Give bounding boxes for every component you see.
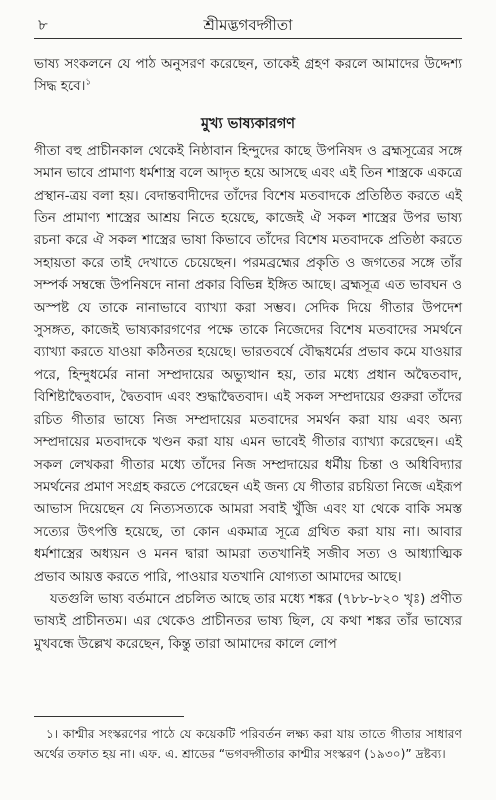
header-rule — [34, 38, 462, 39]
running-title: শ্রীমদ্ভগবদ্গীতা — [203, 16, 293, 34]
section-paragraph-1: গীতা বহু প্রাচীনকাল থেকেই নিষ্ঠাবান হিন্দুদের কাছে উপনিষদ ও ব্রহ্মসূত্রের সঙ্গে সমান ভাবে প্রামাণ্য ধর্মশাস্ত্র বলে আদৃত হয়ে আসছে এবং এই তিন শাস্ত্রকে একত্রে প্রস্থান-ত্রয় বলা হয়। বেদান্তবাদীদের তাঁদের বিশেষ মতবাদকে প্রতিষ্ঠিত করতে এই তিন প্রামাণ্য শাস্ত্রের আশ্রয় নিতে হয়েছে, কাজেই ঐ সকল শাস্ত্রের উপর ভাষ্য রচনা করে ঐ সকল শাস্ত্রের ভাষা কিভাবে তাঁদের বিশেষ মতবাদকে প্রতিষ্ঠা করতে সহায়তা করে তাই দেখাতে চেয়েছেন। পরমব্রহ্মের প্রকৃতি ও জগতের সঙ্গে তাঁর সম্পর্ক সম্বন্ধে উপনিষদে নানা প্রকার বিভিন্ন ইঙ্গিত আছে। ব্রহ্মসূত্র এত ভাবঘন ও অস্পষ্ট যে তাকে নানাভাবে ব্যাখ্যা করা সম্ভব। সেদিক দিয়ে গীতার উপদেশ সুসঙ্গত, কাজেই ভাষ্যকারগণের পক্ষে তাকে নিজেদের বিশেষ মতবাদের সমর্থনে ব্যাখ্যা করতে যাওয়া কঠিনতর হয়েছে। ভারতবর্ষে বৌদ্ধধর্মের প্রভাব কমে যাওয়ার পরে, হিন্দুধর্মের নানা সম্প্রদায়ের অভ্যুত্থান হয়, তার মধ্যে প্রধান অদ্বৈতবাদ, বিশিষ্টাদ্বৈতবাদ, দ্বৈতবাদ এবং শুদ্ধাদ্বৈতবাদ। এই সকল সম্প্রদায়ের গুরুরা তাঁদের রচিত গীতার ভাষ্যে নিজ সম্প্রদায়ের মতবাদের সমর্থন করা যায় এবং অন্য সম্প্রদায়ের মতবাদকে খণ্ডন করা যায় এমন ভাবেই গীতার ব্যাখ্যা করেছেন। এই সকল লেখকরা গীতার মধ্যে তাঁদের নিজ সম্প্রদায়ের ধর্মীয় চিন্তা ও অধিবিদ্যার সমর্থনের প্রমাণ সংগ্রহ করতে পেরেছেন এই জন্য যে গীতার রচয়িতা নিজে এইরূপ আভাস দিয়েছেন যে নিত্যসত্যকে আমরা সবাই খুঁজি এবং যা থেকে বাকি সমস্ত সত্যের উৎপত্তি হয়েছে, তা কোন একমাত্র সূত্রে গ্রথিত করা যায় না। আবার ধর্মশাস্ত্রের অধ্যয়ন ও মনন দ্বারা আমরা ততখানিই সজীব সত্য ও আধ্যাত্মিক প্রভাব আয়ত্ত করতে পারি, পাওয়ার যতখানি যোগ্যতা আমাদের আছে। — [34, 143, 462, 585]
page-number: ৮ — [38, 16, 48, 34]
footnote — [34, 724, 462, 764]
footnote-marker[interactable]: ১ — [85, 77, 92, 88]
footnote-rule — [34, 716, 184, 717]
footnote-text: ১। কাশ্মীর সংস্করণের পাঠে যে কয়েকটি পরিবর্তন লক্ষ্য করা যায় তাতে গীতার সাধারণ অর্থের তফাত হয় না। এফ. এ. শ্রাডের “ভগবদ্গীতার কাশ্মীর সংস্করণ (১৯৩০)” দ্রষ্টব্য। — [34, 727, 462, 761]
section-heading: মুখ্য ভাষ্যকারগণ — [201, 115, 295, 132]
running-header — [34, 14, 462, 40]
intro-paragraph — [34, 54, 462, 99]
intro-paragraph-text: ভাষ্য সংকলনে যে পাঠ অনুসরণ করেছেন, তাকেই গ্রহণ করলে আমাদের উদ্দেশ্য সিদ্ধ হবে। — [34, 57, 462, 95]
section-paragraph-2: যতগুলি ভাষ্য বর্তমানে প্রচলিত আছে তার মধ্যে শঙ্কর (৭৮৮-৮২০ খৃঃ) প্রণীত ভাষ্যই প্রাচীনতম। এর থেকেও প্রাচীনতর ভাষ্য ছিল, যে কথা শঙ্কর তাঁর ভাষ্যের মুখবন্ধে উল্লেখ করেছেন, কিন্তু তারা আমাদের কালে লোপ — [34, 591, 462, 652]
body-text — [34, 54, 462, 656]
